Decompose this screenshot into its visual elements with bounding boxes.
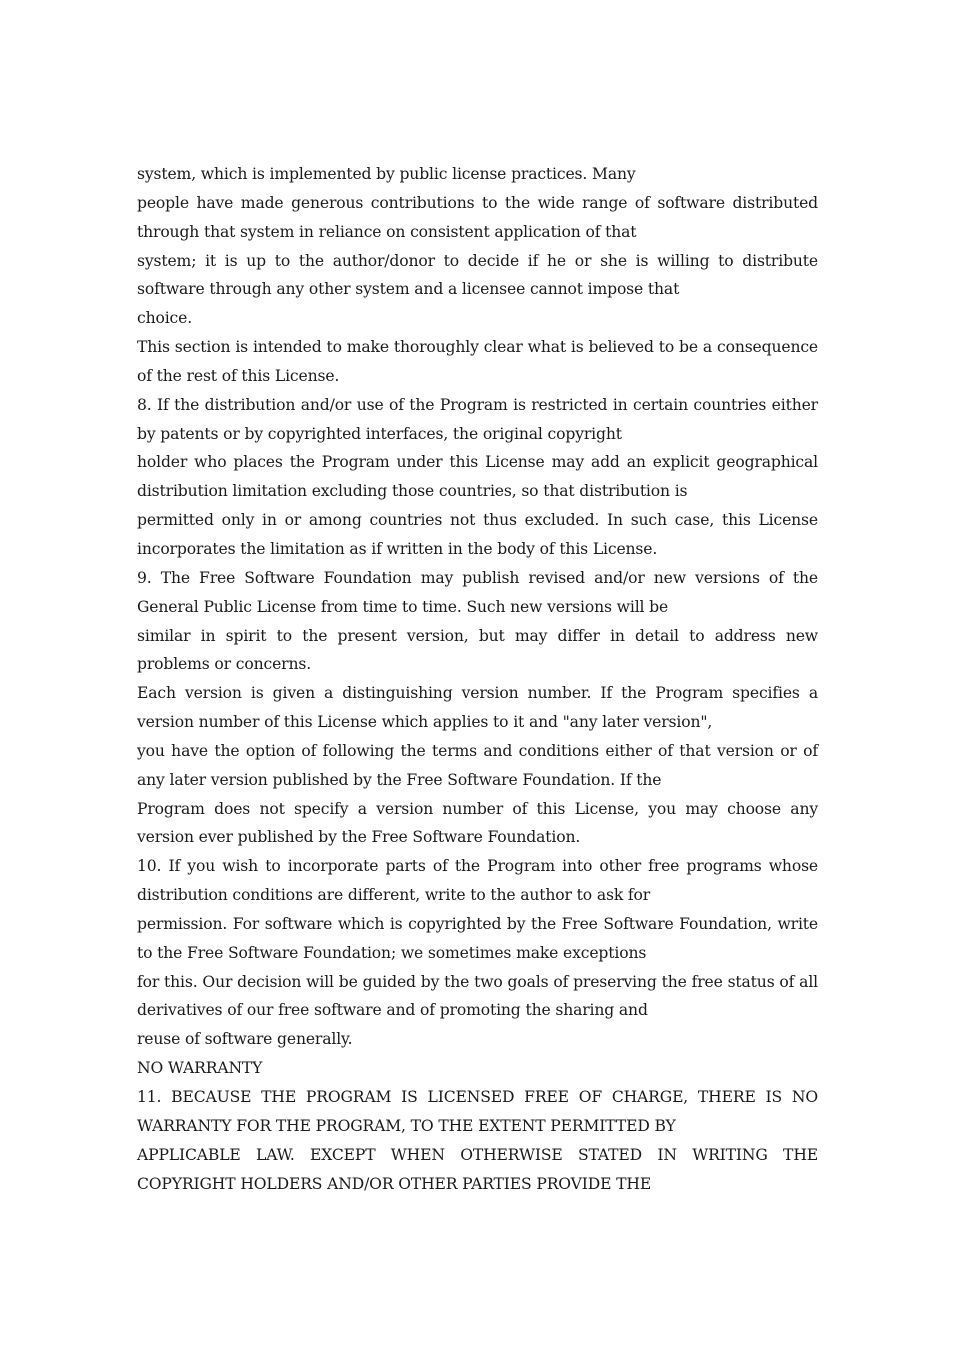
paragraph: 8. If the distribution and/or use of the Program is restricted in certain countries either by patents or by copyrighted interfaces, the original copyright bbox=[137, 395, 818, 443]
paragraph: Program does not specify a version number of this License, you may choose any version ever published by the Free Software Foundation. bbox=[137, 799, 818, 847]
paragraph: system; it is up to the author/donor to decide if he or she is willing to distribute software through any other system and a licensee cannot impose that bbox=[137, 251, 818, 299]
paragraph: 9. The Free Software Foundation may publish revised and/or new versions of the General Public License from time to time. Such new versions will be bbox=[137, 568, 818, 616]
paragraph: similar in spirit to the present version, but may differ in detail to address new problems or concerns. bbox=[137, 626, 818, 674]
paragraph: permitted only in or among countries not thus excluded. In such case, this License incorporates the limitation as if written in the body of this License. bbox=[137, 511, 818, 558]
paragraph: people have made generous contributions to the wide range of software distributed through that system in reliance on consistent application of that bbox=[137, 193, 818, 241]
paragraph: 11. BECAUSE THE PROGRAM IS LICENSED FREE OF CHARGE, THERE IS NO WARRANTY FOR THE PROGRAM, TO THE EXTENT PERMITTED BY bbox=[137, 1088, 818, 1135]
paragraph: choice. bbox=[137, 309, 193, 328]
paragraph: reuse of software generally. bbox=[137, 1030, 353, 1049]
paragraph: Each version is given a distinguishing version number. If the Program specifies a version number of this License which applies to it and "any later version", bbox=[137, 684, 818, 732]
paragraph: for this. Our decision will be guided by the two goals of preserving the free status of all derivatives of our free software and of promoting the sharing and bbox=[137, 972, 818, 1020]
paragraph: system, which is implemented by public license practices. Many bbox=[137, 165, 636, 183]
paragraph: permission. For software which is copyrighted by the Free Software Foundation, write to the Free Software Foundation; we sometimes make exceptions bbox=[137, 914, 818, 962]
paragraph: 10. If you wish to incorporate parts of the Program into other free programs whose distribution conditions are different, write to the author to ask for bbox=[137, 857, 818, 905]
paragraph: This section is intended to make thoroughly clear what is believed to be a consequence of the rest of this License. bbox=[137, 338, 818, 385]
paragraph: APPLICABLE LAW. EXCEPT WHEN OTHERWISE STATED IN WRITING THE COPYRIGHT HOLDERS AND/OR OTHER PARTIES PROVIDE THE bbox=[137, 1145, 818, 1193]
section-heading: NO WARRANTY bbox=[137, 1059, 263, 1078]
paragraph: you have the option of following the terms and conditions either of that version or of any later version published by the Free Software Foundation. If the bbox=[137, 741, 818, 789]
document-body bbox=[137, 160, 818, 1198]
paragraph: holder who places the Program under this License may add an explicit geographical distribution limitation excluding those countries, so that distribution is bbox=[137, 453, 818, 501]
